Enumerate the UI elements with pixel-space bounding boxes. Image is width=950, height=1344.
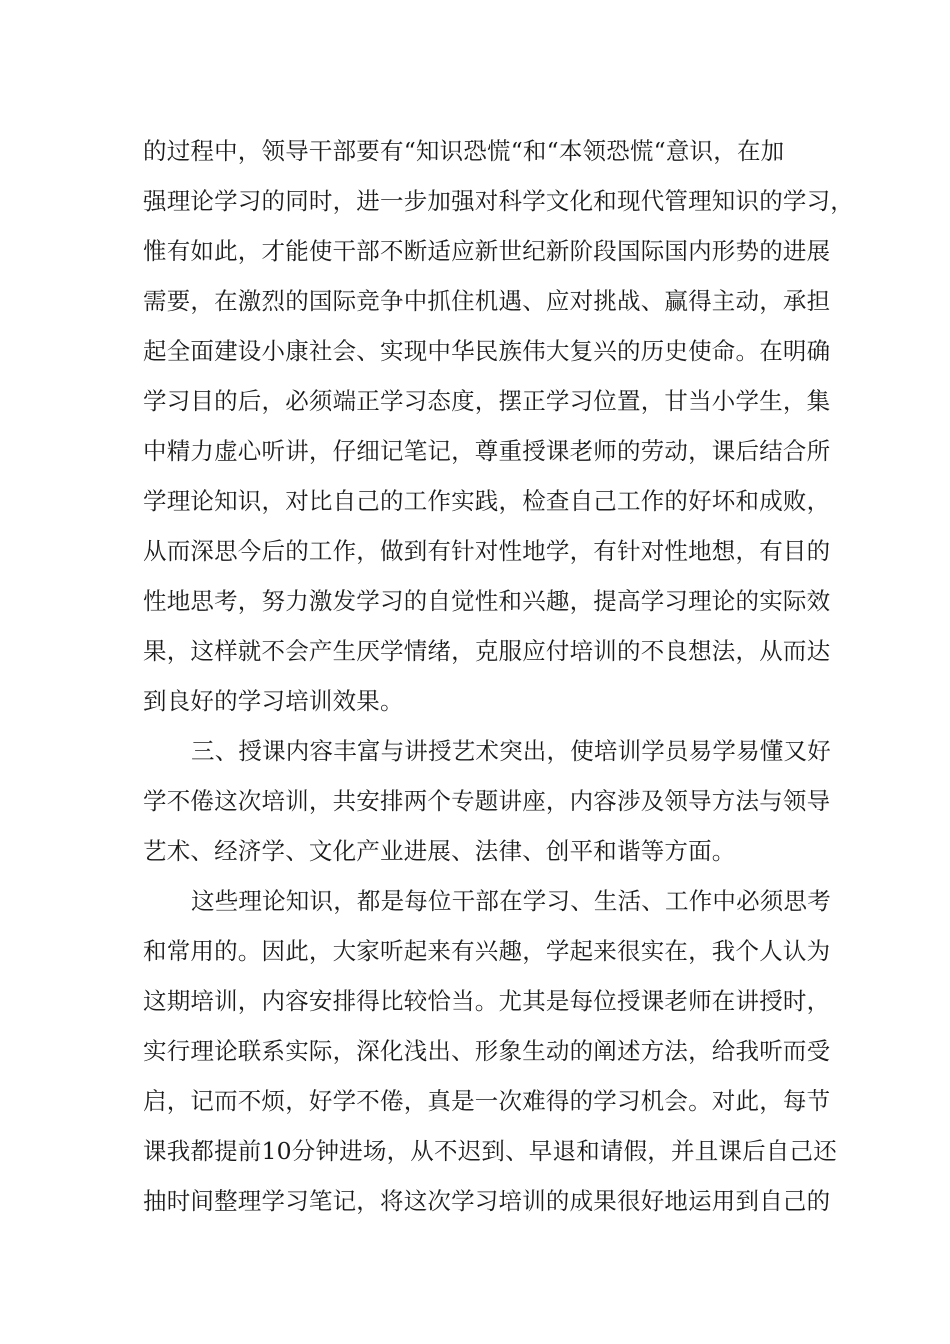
body-text-line: 实行理论联系实际，深化浅出、形象生动的阐述方法，给我听而受: [143, 1037, 831, 1065]
section-heading-line: 三、授课内容丰富与讲授艺术突出，使培训学员易学易懂又好: [191, 737, 831, 765]
body-text-line: 到良好的学习培训效果。: [143, 687, 404, 715]
body-text-line: 惟有如此，才能使干部不断适应新世纪新阶段国际国内形势的进展: [143, 237, 831, 265]
paragraph-start-line: 这些理论知识，都是每位干部在学习、生活、工作中必须思考: [191, 887, 831, 915]
body-text-line: 这期培训，内容安排得比较恰当。尤其是每位授课老师在讲授时，: [143, 987, 831, 1015]
body-text-line: 需要，在激烈的国际竞争中抓住机遇、应对挑战、赢得主动，承担: [143, 287, 831, 315]
body-text-line: 抽时间整理学习笔记，将这次学习培训的成果很好地运用到自己的: [143, 1187, 831, 1215]
body-text-line: 艺术、经济学、文化产业进展、法律、创平和谐等方面。: [143, 837, 736, 865]
body-text-line: 的过程中，领导干部要有“知识恐慌“和“本领恐慌“意识，在加: [143, 137, 785, 165]
body-text-line: 中精力虚心听讲，仔细记笔记，尊重授课老师的劳动，课后结合所: [143, 437, 831, 465]
body-text-line: 启，记而不烦，好学不倦，真是一次难得的学习机会。对此，每节: [143, 1087, 831, 1115]
body-text-line: 起全面建设小康社会、实现中华民族伟大复兴的历史使命。在明确: [143, 337, 831, 365]
body-text-line: 强理论学习的同时，进一步加强对科学文化和现代管理知识的学习，: [143, 187, 854, 215]
body-text-line: 性地思考，努力激发学习的自觉性和兴趣，提高学习理论的实际效: [143, 587, 831, 615]
body-text-line: 学不倦这次培训，共安排两个专题讲座，内容涉及领导方法与领导: [143, 787, 831, 815]
body-text-line: 课我都提前10分钟进场，从不迟到、早退和请假，并且课后自己还: [143, 1137, 837, 1165]
body-text-line: 学习目的后，必须端正学习态度，摆正学习位置，甘当小学生，集: [143, 387, 831, 415]
body-text-line: 和常用的。因此，大家听起来有兴趣，学起来很实在，我个人认为: [143, 937, 831, 965]
body-text-line: 从而深思今后的工作，做到有针对性地学，有针对性地想，有目的: [143, 537, 831, 565]
body-text-line: 果，这样就不会产生厌学情绪，克服应付培训的不良想法，从而达: [143, 637, 831, 665]
body-text-line: 学理论知识，对比自己的工作实践，检查自己工作的好坏和成败，: [143, 487, 831, 515]
